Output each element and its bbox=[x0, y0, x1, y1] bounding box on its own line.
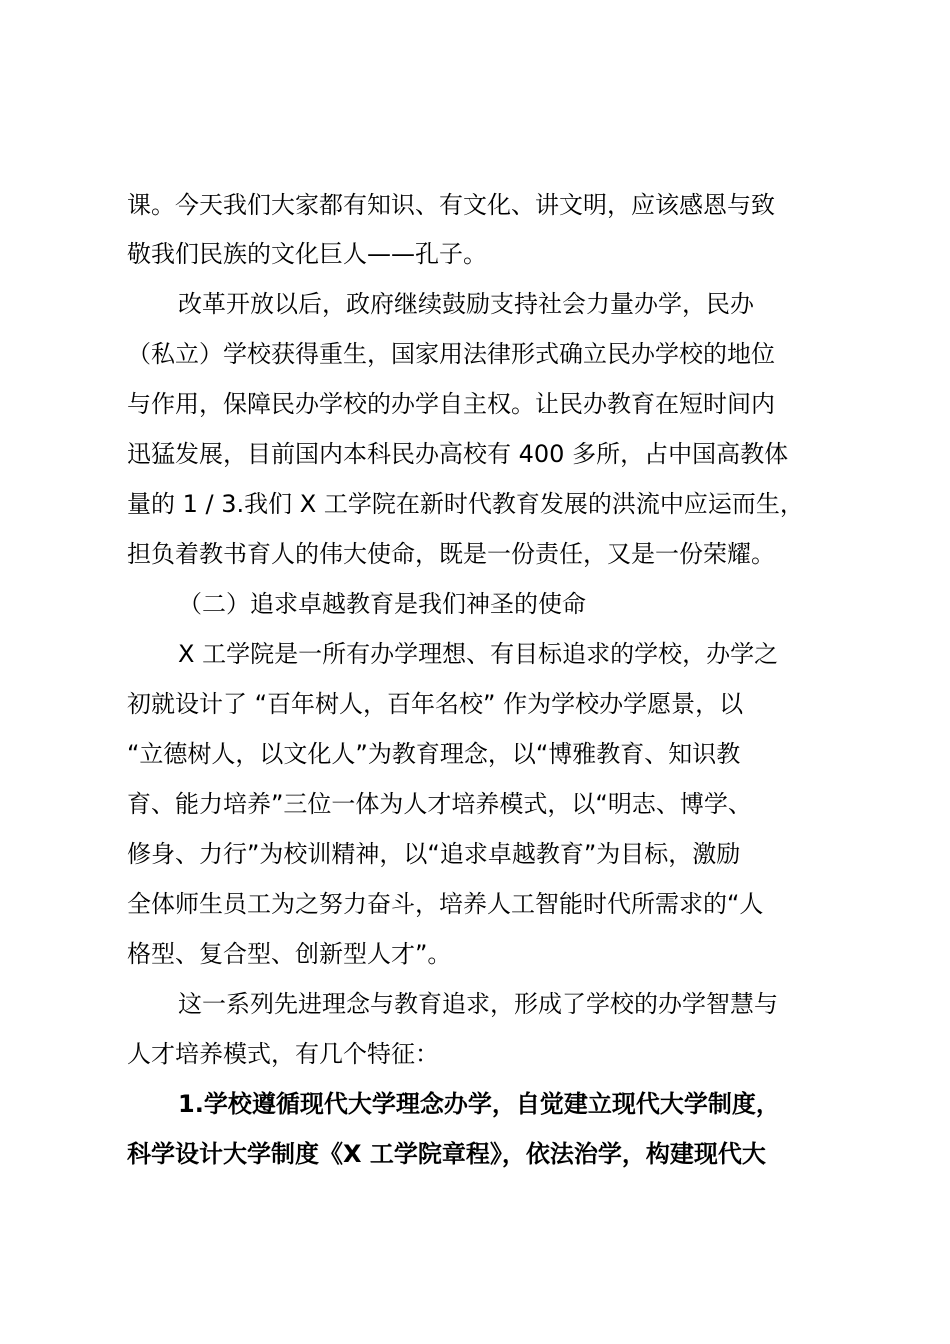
text-line-12: “立德树人，以文化人”为教育理念，以“博雅教育、知识教 bbox=[127, 740, 741, 768]
text-line-16: 格型、复合型、创新型人才”。 bbox=[127, 940, 452, 968]
text-line-18: 人才培养模式，有几个特征： bbox=[127, 1040, 439, 1068]
paragraph-start-line: 这一系列先进理念与教育追求，形成了学校的办学智慧与 bbox=[178, 990, 778, 1018]
text-line-15: 全体师生员工为之努力奋斗，培养人工智能时代所需求的“人 bbox=[127, 890, 764, 918]
section-heading: （二）追求卓越教育是我们神圣的使命 bbox=[178, 590, 586, 618]
text-line-6: 迅猛发展，目前国内本科民办高校有 400 多所，占中国高教体 bbox=[127, 440, 789, 468]
text-line-4: （私立）学校获得重生，国家用法律形式确立民办学校的地位 bbox=[127, 340, 775, 368]
paragraph-start-line: X 工学院是一所有办学理想、有目标追求的学校，办学之 bbox=[178, 640, 779, 668]
text-line-5: 与作用，保障民办学校的办学自主权。让民办教育在短时间内 bbox=[127, 390, 775, 418]
paragraph-start-line: 改革开放以后，政府继续鼓励支持社会力量办学，民办 bbox=[178, 290, 754, 318]
text-line-2: 敬我们民族的文化巨人——孔子。 bbox=[127, 240, 487, 268]
bold-point-line: 1.学校遵循现代大学理念办学，自觉建立现代大学制度， bbox=[178, 1090, 780, 1118]
text-line-13: 育、能力培养”三位一体为人才培养模式，以“明志、博学、 bbox=[127, 790, 752, 818]
text-line-7: 量的 1 / 3.我们 X 工学院在新时代教育发展的洪流中应运而生， bbox=[127, 490, 804, 518]
bold-point-line-continued: 科学设计大学制度《X 工学院章程》，依法治学，构建现代大 bbox=[127, 1140, 766, 1168]
text-line-11: 初就设计了 “百年树人，百年名校” 作为学校办学愿景，以 bbox=[127, 690, 744, 718]
text-line-14: 修身、力行”为校训精神，以“追求卓越教育”为目标，激励 bbox=[127, 840, 741, 868]
text-line-1: 课。今天我们大家都有知识、有文化、讲文明，应该感恩与致 bbox=[127, 191, 775, 219]
text-line-8: 担负着教书育人的伟大使命，既是一份责任，又是一份荣耀。 bbox=[127, 540, 775, 568]
